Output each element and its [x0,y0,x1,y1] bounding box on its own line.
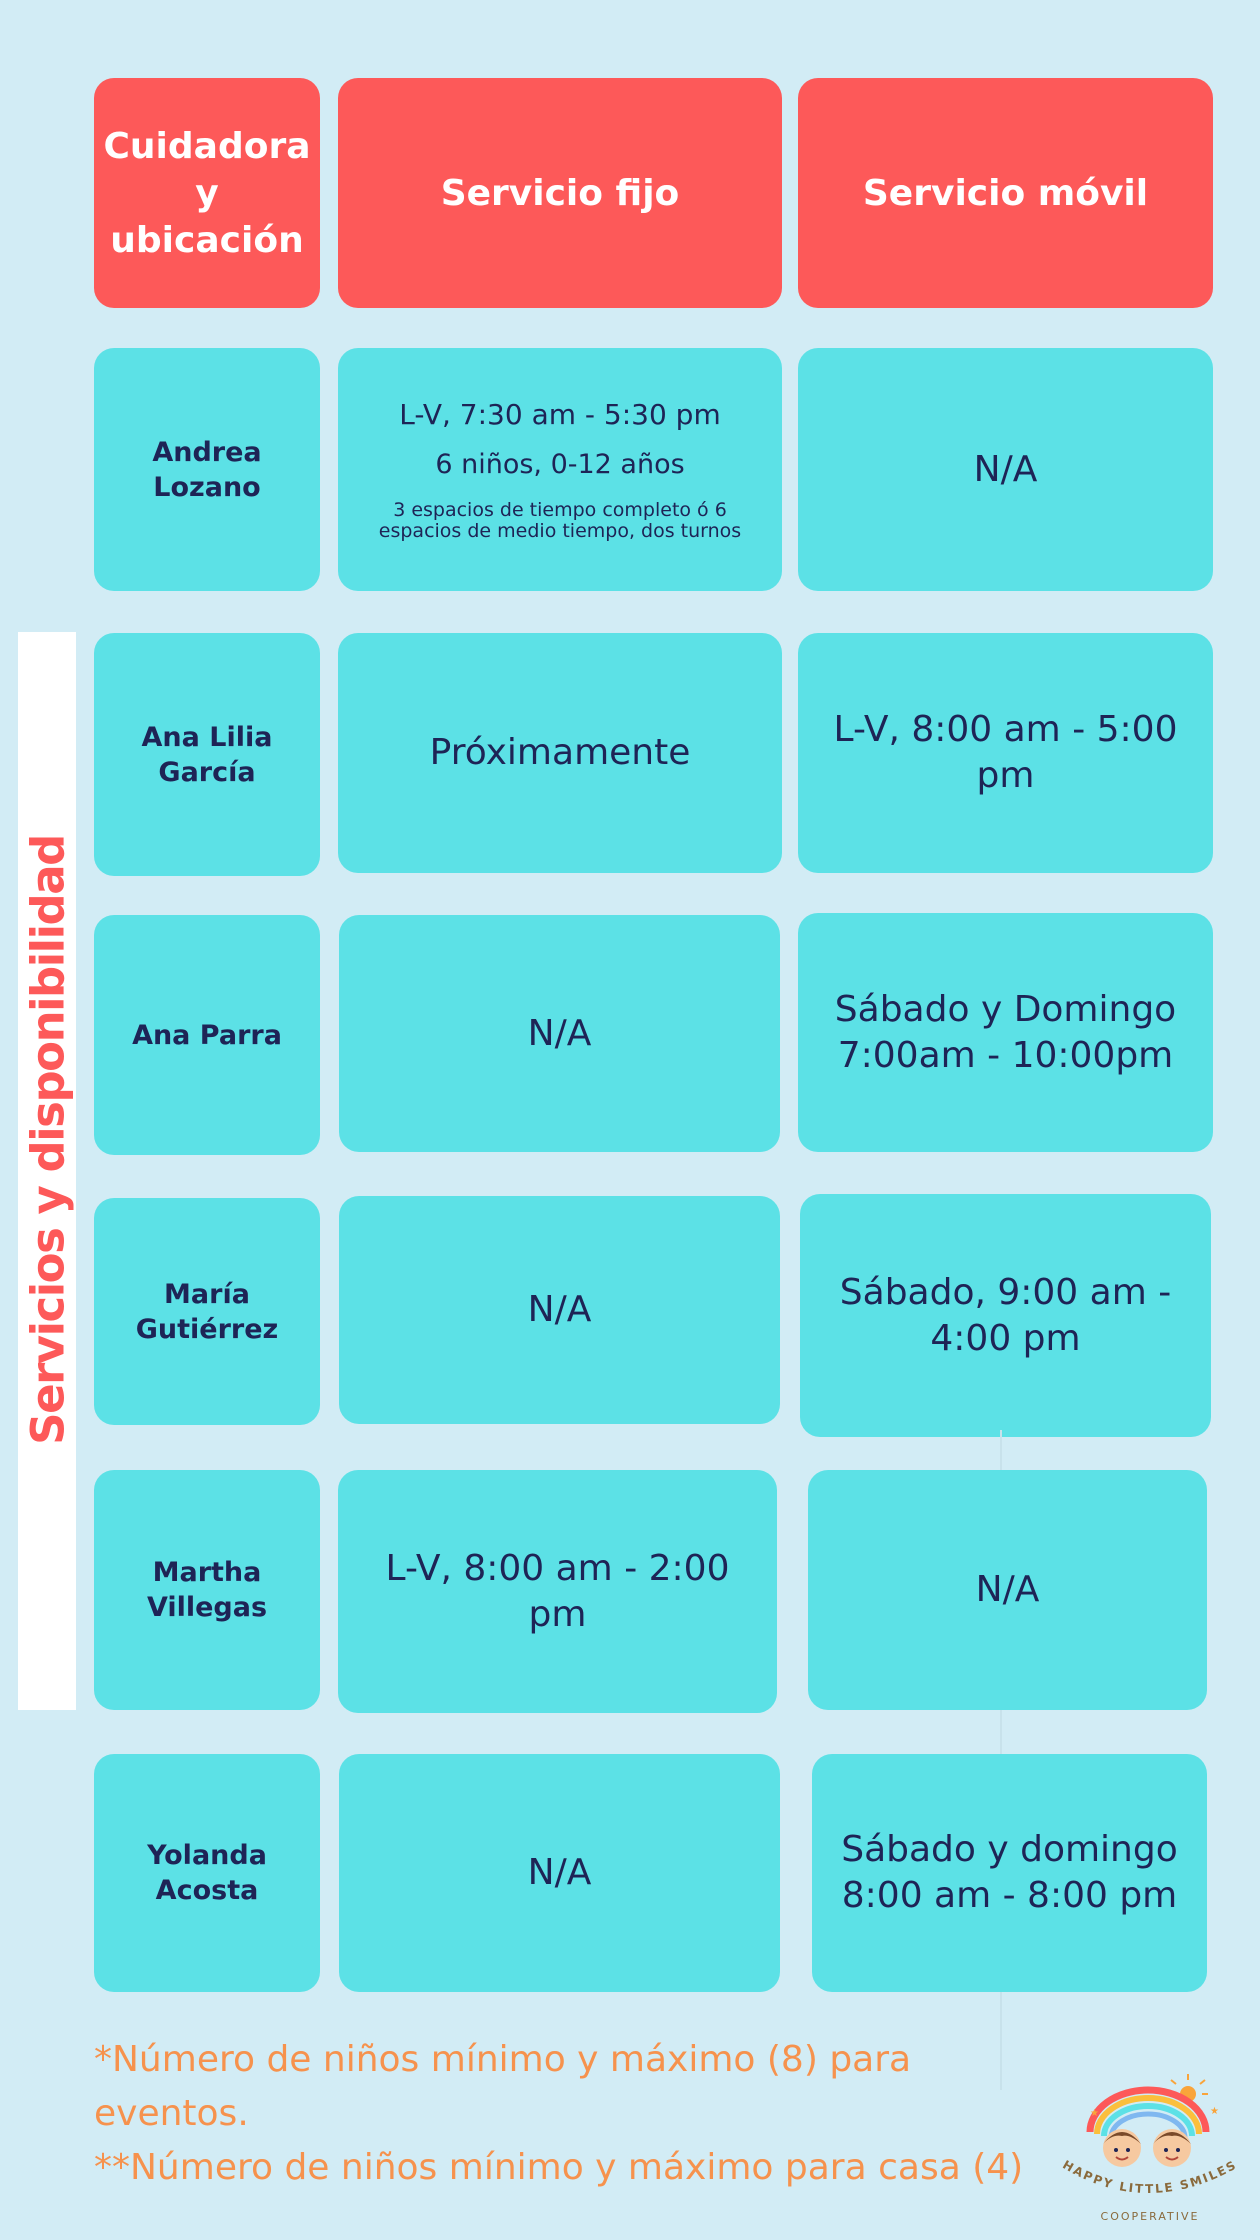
row-1-fixed-cell [338,348,782,591]
svg-text:★: ★ [1090,2108,1099,2119]
logo-text-main: HAPPY LITTLE SMILES [1060,2157,1240,2197]
happy-little-smiles-logo [1050,2070,1250,2230]
header-caregiver [94,78,320,308]
row-4-fixed: N/A [527,1289,592,1330]
footnote-2: **Número de niños mínimo y máximo para casa (4) [94,2147,1024,2188]
row-1-mobile: N/A [973,448,1038,490]
row-1-fixed-detail: 3 espacios de tiempo completo ó 6 espacios de medio tiempo, dos turnos [378,498,742,542]
row-6-name-cell [94,1754,320,1992]
row-1-fixed-schedule: L-V, 7:30 am - 5:30 pm [399,397,721,431]
footnotes [94,2033,1054,2195]
row-1-mobile-cell [798,348,1213,591]
side-title: Servicios y disponibilidad [21,835,75,1445]
row-1-fixed-capacity: 6 niños, 0-12 años [435,448,685,480]
row-2-fixed: Próximamente [429,732,691,773]
row-1-name: Andrea Lozano [152,436,262,503]
row-2-name-cell [94,633,320,876]
row-3-name: Ana Parra [132,1019,282,1051]
row-4-name-cell [94,1198,320,1425]
row-3-mobile: Sábado y Domingo 7:00am - 10:00pm [834,988,1177,1076]
row-5-mobile-cell [808,1470,1207,1710]
row-5-fixed-cell [338,1470,777,1713]
header-caregiver-label: Cuidadora y ubicación [103,125,311,261]
row-5-name: Martha Villegas [146,1557,268,1623]
row-3-fixed-cell [339,915,780,1152]
row-4-mobile-cell [800,1194,1211,1437]
row-5-fixed: L-V, 8:00 am - 2:00 pm [385,1547,730,1635]
row-2-fixed-cell [338,633,782,873]
row-6-name: Yolanda Acosta [147,1840,267,1906]
svg-text:★: ★ [1210,2106,1219,2117]
row-4-fixed-cell [339,1196,780,1424]
row-3-mobile-cell [798,913,1213,1152]
footnote-1-line-2: eventos. [94,2093,249,2134]
header-fixed-label: Servicio fijo [440,172,680,214]
row-2-name: Ana Lilia García [141,721,273,788]
row-6-fixed: N/A [527,1852,592,1893]
row-5-name-cell [94,1470,320,1710]
row-1-name-cell [94,348,320,591]
svg-text:HAPPY LITTLE SMILES [1060,2157,1239,2196]
header-fixed-service [338,78,782,308]
row-3-fixed: N/A [527,1012,592,1054]
logo-text-sub: COOPERATIVE [1100,2210,1200,2223]
header-mobile-label: Servicio móvil [862,172,1149,214]
row-6-mobile-cell [812,1754,1207,1992]
footnote-1-line-1: *Número de niños mínimo y máximo (8) para [94,2039,912,2080]
row-4-mobile: Sábado, 9:00 am - 4:00 pm [839,1271,1172,1359]
row-4-name: María Gutiérrez [135,1278,279,1345]
row-6-mobile: Sábado y domingo 8:00 am - 8:00 pm [841,1829,1178,1916]
row-6-fixed-cell [339,1754,780,1992]
row-5-mobile: N/A [975,1569,1040,1610]
header-mobile-service [798,78,1213,308]
row-3-name-cell [94,915,320,1155]
row-2-mobile-cell [798,633,1213,873]
row-2-mobile: L-V, 8:00 am - 5:00 pm [833,709,1178,796]
